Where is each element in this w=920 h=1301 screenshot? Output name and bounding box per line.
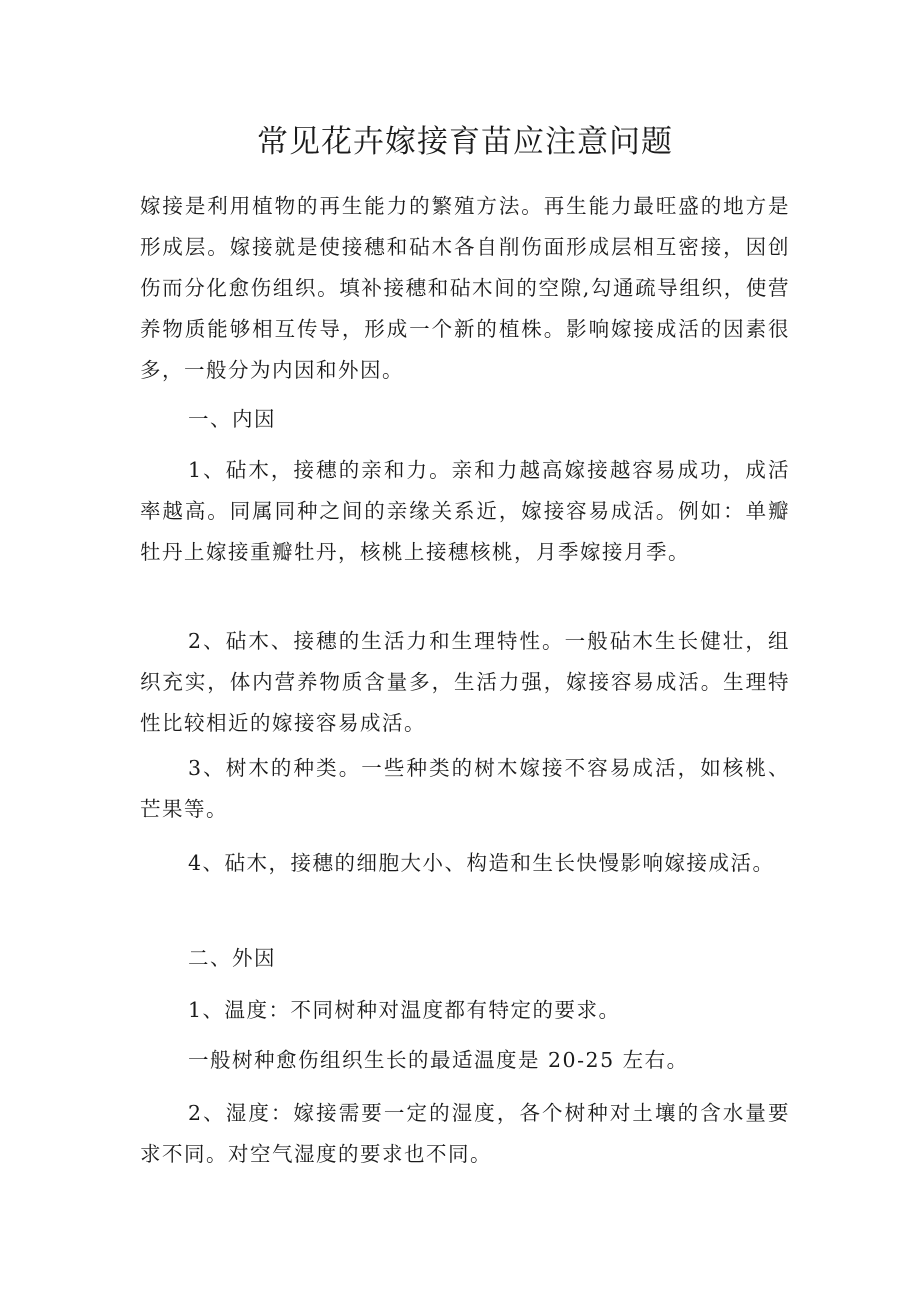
document-title: 常见花卉嫁接育苗应注意问题: [257, 124, 673, 160]
intro-paragraph: 嫁接是利用植物的再生能力的繁殖方法。再生能力最旺盛的地方是形成层。嫁接就是使接穗和砧木各自削伤面形成层相互密接，因创伤而分化愈伤组织。填补接穗和砧木间的空隙,勾通疏导组织，使营养物质能够相互传导，形成一个新的植株。影响嫁接成活的因素很多，一般分为内因和外因。: [140, 194, 790, 382]
paragraph-internal-3: 3、树木的种类。一些种类的树木嫁接不容易成活，如核桃、芒果等。: [140, 756, 790, 821]
section-heading-external: 二、外因: [188, 946, 276, 970]
paragraph-external-2: 2、湿度：嫁接需要一定的湿度，各个树种对土壤的含水量要求不同。对空气湿度的要求也不同。: [140, 1101, 790, 1166]
paragraph-external-1: 1、温度：不同树种对温度都有特定的要求。: [188, 998, 621, 1022]
paragraph-internal-2: 2、砧木、接穗的生活力和生理特性。一般砧木生长健壮，组织充实，体内营养物质含量多，生活力强，嫁接容易成活。生理特性比较相近的嫁接容易成活。: [140, 629, 790, 735]
paragraph-internal-1: 1、砧木，接穗的亲和力。亲和力越高嫁接越容易成功，成活率越高。同属同种之间的亲缘关系近，嫁接容易成活。例如：单瓣牡丹上嫁接重瓣牡丹，核桃上接穗核桃，月季嫁接月季。: [140, 458, 790, 564]
paragraph-internal-4: 4、砧木，接穗的细胞大小、构造和生长快慢影响嫁接成活。: [188, 851, 775, 875]
section-heading-internal: 一、内因: [188, 407, 276, 431]
paragraph-external-1-detail: 一般树种愈伤组织生长的最适温度是 20-25 左右。: [188, 1048, 689, 1072]
